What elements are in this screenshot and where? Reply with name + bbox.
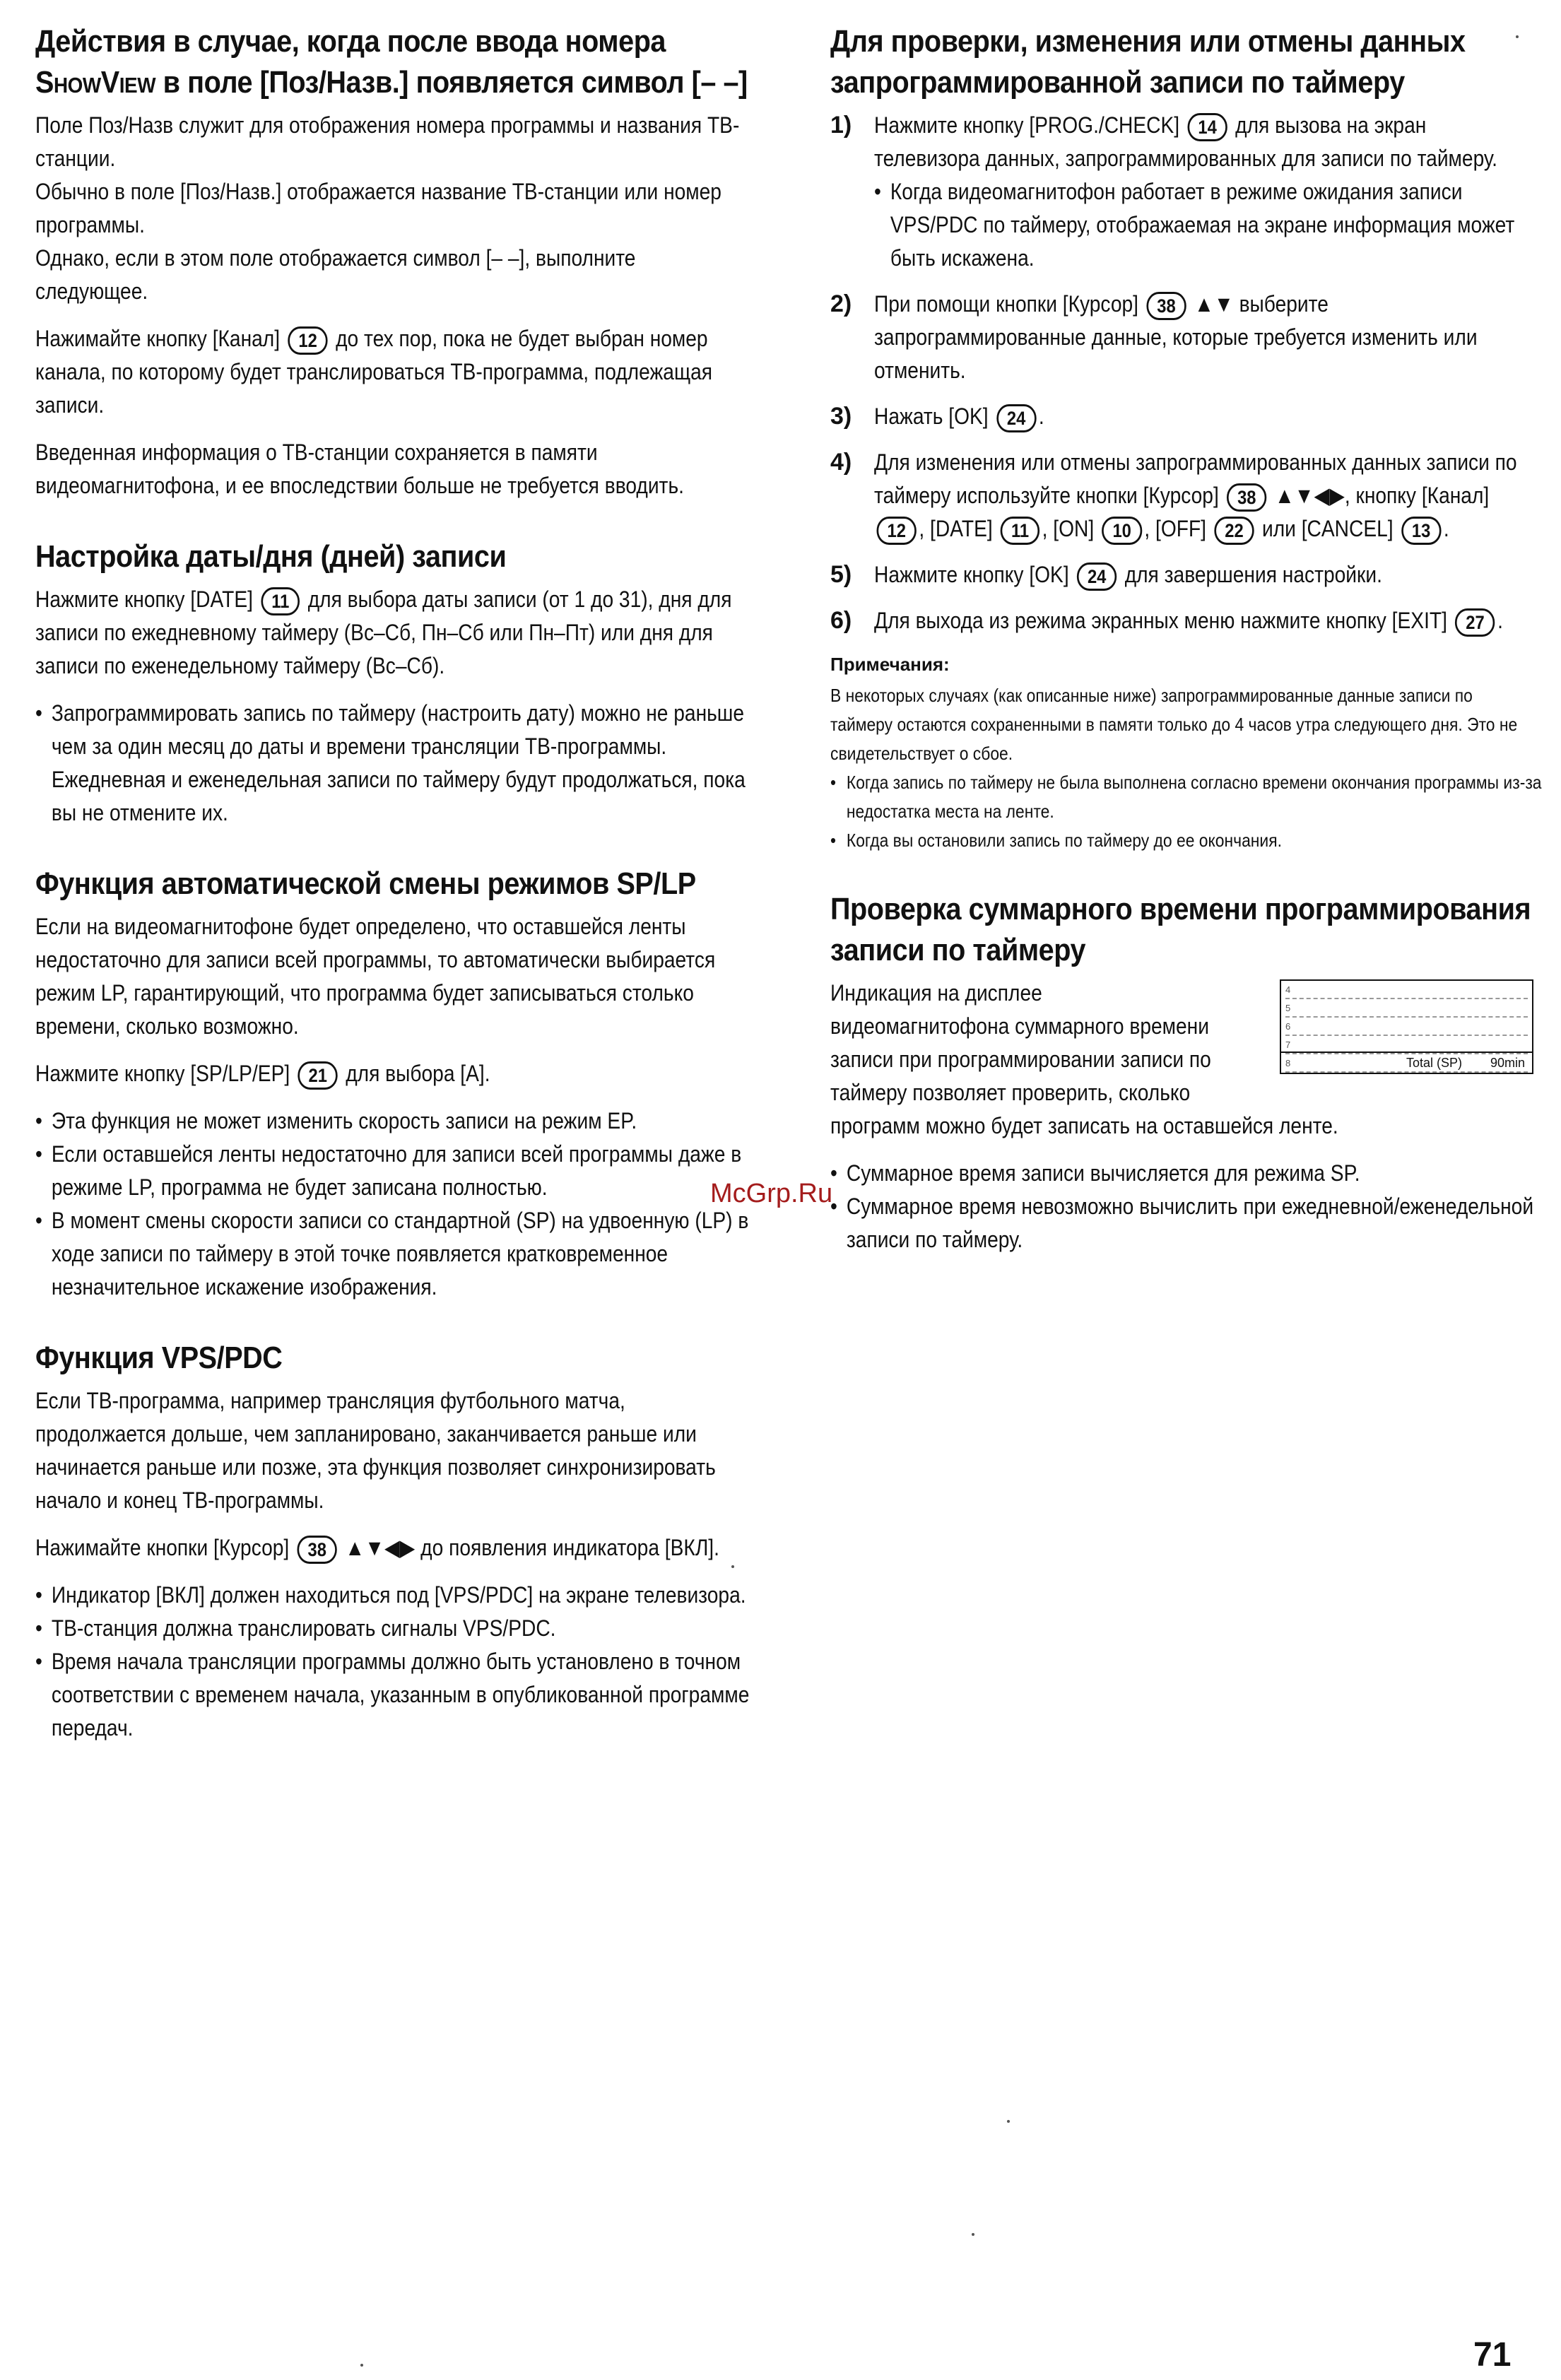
- scan-speck: [972, 2233, 974, 2236]
- list-item: • Суммарное время записи вычисляется для режима SP.: [830, 1157, 1550, 1190]
- section-heading: Для проверки, изменения или отмены данных запрограммированной записи по таймеру: [830, 24, 1466, 100]
- button-number-badge: 11: [261, 587, 300, 615]
- scan-speck: [1007, 2120, 1010, 2123]
- list-item: • Когда вы остановили запись по таймеру до ее окончания.: [830, 826, 1550, 855]
- paragraph: Поле Поз/Назв служит для отображения номера программы и названия ТВ-станции.: [35, 112, 740, 171]
- display-row: 6: [1285, 1020, 1528, 1036]
- paragraph: Введенная информация о ТВ-станции сохраняется в памяти видеомагнитофона, и ее впоследствии больше не требуется вводить.: [35, 440, 684, 498]
- button-number-badge: 38: [1227, 483, 1266, 512]
- button-number-badge: 38: [298, 1536, 337, 1564]
- notes-title: Примечания:: [830, 654, 950, 675]
- step-item: 4) Для изменения или отмены запрограммированных данных записи по таймеру используйте кнопки [Курсор] 38 ▲▼◀▶, кнопку [Канал] 12 , [DATE] 11 , [ON] 10 , [OFF] 22 или [CANCEL] 13 .: [830, 446, 1533, 546]
- step-item: 3) Нажать [OK] 24 .: [830, 400, 1533, 433]
- cursor-arrows-icon: ▲▼: [1194, 291, 1234, 317]
- section-heading: Функция VPS/PDC: [35, 1341, 283, 1375]
- cursor-arrows-icon: ▲▼◀▶: [345, 1535, 416, 1560]
- step-item: 5) Нажмите кнопку [OK] 24 для завершения настройки.: [830, 558, 1533, 591]
- scan-speck: [360, 2364, 363, 2367]
- paragraph: Если на видеомагнитофоне будет определено, что оставшейся ленты недостаточно для записи всей программы, то автоматически выбирается режим LP, гарантирующий, что программа будет записываться столько времени, сколько возможно.: [35, 914, 716, 1039]
- step-item: 6) Для выхода из режима экранных меню нажмите кнопку [EXIT] 27 .: [830, 604, 1533, 637]
- list-item: • Время начала трансляции программы должно быть установлено в точном соответствии с временем начала, указанным в опубликованной программе передач.: [35, 1645, 765, 1745]
- list-item: • ТВ-станция должна транслировать сигналы VPS/PDC.: [35, 1612, 765, 1645]
- step-note: • Когда видеомагнитофон работает в режиме ожидания записи VPS/PDC по таймеру, отображаемая на экране информация может быть искажена.: [874, 175, 1550, 275]
- list-item: • Индикатор [ВКЛ] должен находиться под [VPS/PDC] на экране телевизора.: [35, 1579, 765, 1612]
- paragraph: Нажимайте кнопки [Курсор] 38 ▲▼◀▶ до появления индикатора [ВКЛ].: [35, 1531, 749, 1565]
- section-heading: Настройка даты/дня (дней) записи: [35, 539, 507, 574]
- bullet-list: [35, 1104, 749, 1304]
- list-item: • Когда запись по таймеру не была выполнена согласно времени окончания программы из-за недостатка места на ленте.: [830, 768, 1550, 826]
- section-heading: Функция автоматической смены режимов SP/LP: [35, 866, 696, 901]
- left-column: [35, 21, 749, 1779]
- display-row: 7: [1285, 1039, 1528, 1054]
- button-number-badge: 21: [298, 1061, 338, 1090]
- display-row: 5: [1285, 1002, 1528, 1018]
- button-number-badge: 22: [1214, 517, 1254, 545]
- list-item: • Если оставшейся ленты недостаточно для записи всей программы даже в режиме LP, программа не будет записана полностью.: [35, 1138, 765, 1204]
- watermark: McGrp.Ru: [710, 1179, 833, 1208]
- scan-speck: [731, 1565, 734, 1568]
- section-vps-pdc: [35, 1338, 749, 1745]
- section-heading: Проверка суммарного времени программирования записи по таймеру: [830, 892, 1531, 967]
- paragraph: Однако, если в этом поле отображается символ [– –], выполните следующее.: [35, 245, 636, 304]
- button-number-badge: 27: [1455, 608, 1495, 637]
- display-total-value: 90min: [1490, 1056, 1525, 1070]
- list-item: • Запрограммировать запись по таймеру (настроить дату) можно не раньше чем за один месяц до даты и времени трансляции ТВ-программы. Ежедневная и еженедельная записи по таймеру будут продолжаться, пока вы не отмените их.: [35, 697, 765, 830]
- button-number-badge: 12: [288, 326, 327, 355]
- button-number-badge: 38: [1146, 292, 1186, 320]
- step-list: [830, 109, 1533, 637]
- paragraph: Нажимайте кнопку [Канал] 12 до тех пор, пока не будет выбран номер канала, по которому будет транслироваться ТВ-программа, подлежащая записи.: [35, 326, 713, 418]
- display-row: 4: [1285, 984, 1528, 999]
- list-item: • В момент смены скорости записи со стандартной (SP) на удвоенную (LP) в ходе записи по таймеру в этой точке появляется кратковременное незначительное искажение изображения.: [35, 1204, 765, 1304]
- list-item: • Эта функция не может изменить скорость записи на режим EP.: [35, 1104, 765, 1138]
- display-row: 8: [1285, 1057, 1528, 1073]
- section-sp-lp: [35, 864, 749, 1304]
- button-number-badge: 24: [1077, 562, 1117, 591]
- section-record-date: [35, 536, 749, 830]
- right-column: [830, 21, 1542, 1290]
- button-number-badge: 12: [877, 517, 917, 545]
- step-item: 1) Нажмите кнопку [PROG./CHECK] 14 для вызова на экран телевизора данных, запрограммированных для записи по таймеру. • Когда видеомагнитофон работает в режиме ожидания записи VPS/PDC по таймеру, отображаемая на экране информация может быть искажена.: [830, 109, 1533, 275]
- notes-block: [830, 650, 1542, 855]
- paragraph: Нажмите кнопку [DATE] 11 для выбора даты записи (от 1 до 31), дня для записи по ежедневному таймеру (Вс–Сб, Пн–Сб или Пн–Пт) или дня для записи по еженедельному таймеру (Вс–Сб).: [35, 587, 732, 678]
- button-number-badge: 14: [1187, 113, 1227, 141]
- button-number-badge: 10: [1102, 517, 1141, 545]
- bullet-list: [35, 1579, 749, 1745]
- display-total-label: Total (SP): [1406, 1056, 1462, 1070]
- paragraph: Индикация на дисплее видеомагнитофона суммарного времени записи при программировании записи по таймеру позволяет проверить, сколько программ можно будет записать на оставшейся ленте.: [830, 980, 1338, 1138]
- bullet-list: [830, 1157, 1533, 1256]
- bullet-list: [35, 697, 749, 830]
- paragraph: Обычно в поле [Поз/Назв.] отображается название ТВ-станции или номер программы.: [35, 179, 721, 237]
- paragraph: Нажмите кнопку [SP/LP/EP] 21 для выбора [A].: [35, 1057, 749, 1090]
- bullet-list: [830, 768, 1542, 855]
- button-number-badge: 13: [1401, 517, 1441, 545]
- step-item: 2) При помощи кнопки [Курсор] 38 ▲▼ выберите запрограммированные данные, которые требуется изменить или отменить.: [830, 290, 1478, 383]
- paragraph: В некоторых случаях (как описанные ниже) запрограммированные данные записи по таймеру остаются сохраненными в памяти только до 4 часов утра следующего дня. Это не свидетельствует о сбое.: [830, 685, 1518, 764]
- section-total-time: [830, 889, 1533, 1256]
- section-showview-symbol: [35, 21, 749, 502]
- page-number: 71: [1473, 2336, 1512, 2374]
- scan-speck: [1516, 35, 1519, 38]
- button-number-badge: 11: [1001, 517, 1039, 545]
- button-number-badge: 24: [996, 404, 1036, 432]
- paragraph: Если ТВ-программа, например трансляция футбольного матча, продолжается дольше, чем запланировано, заканчивается раньше или начинается раньше или позже, эта функция позволяет синхронизировать начало и конец ТВ-программы.: [35, 1388, 716, 1513]
- list-item: • Суммарное время невозможно вычислить при ежедневной/еженедельной записи по таймеру.: [830, 1190, 1550, 1256]
- section-check-change-cancel: [830, 21, 1542, 855]
- cursor-arrows-icon: ▲▼◀▶: [1274, 483, 1345, 508]
- section-heading: Действия в случае, когда после ввода номера ShowView в поле [Поз/Назв.] появляется символ [– –]: [35, 24, 748, 100]
